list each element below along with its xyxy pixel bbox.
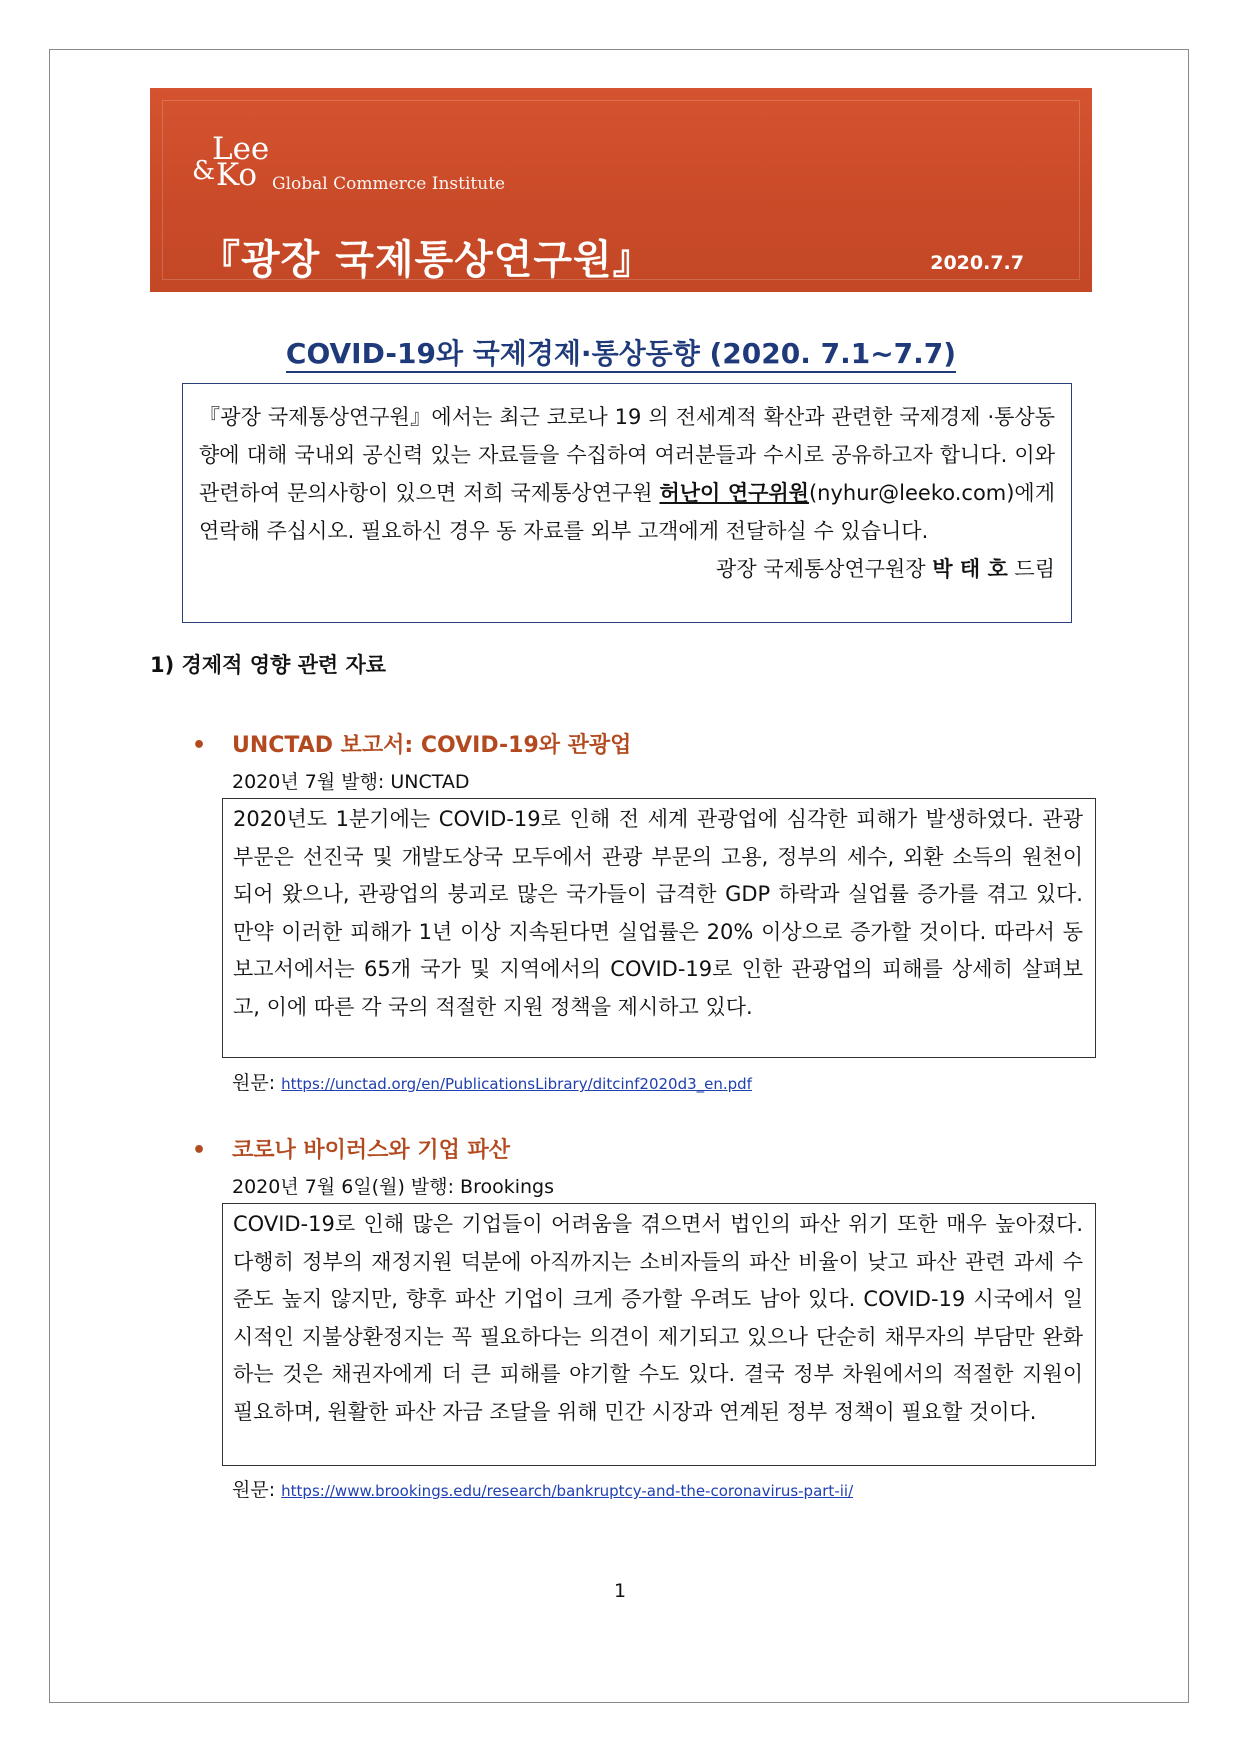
sign-prefix: 광장 국제통상연구원장 bbox=[716, 557, 933, 581]
item-title-unctad bbox=[192, 728, 631, 759]
logo-ampersand: & bbox=[192, 156, 216, 186]
document-title bbox=[150, 332, 1092, 372]
banner-title: 『광장 국제통상연구원』 bbox=[200, 237, 654, 283]
intro-text-after: (nyhur@leeko.com)에게 연락해 주십시오. 필요하신 경우 동 자료를 외부 고객에게 전달하실 수 있습니다. bbox=[199, 481, 1056, 543]
logo-subtitle: Global Commerce Institute bbox=[272, 174, 506, 194]
source-link[interactable]: https://unctad.org/en/PublicationsLibrary/ditcinf2020d3_en.pdf bbox=[281, 1075, 752, 1093]
intro-text-before: 『광장 국제통상연구원』에서는 최근 코로나 19 의 전세계적 확산과 관련한 국제경제 ·통상동향에 대해 국내외 공신력 있는 자료들을 수집하여 여러분들과 수시로 공유하고자 합니다. 이와 관련하여 문의사항이 있으면 저희 국제통상연구원 bbox=[199, 405, 1055, 505]
intro-box bbox=[182, 383, 1072, 623]
sign-name: 박 태 호 bbox=[932, 557, 1008, 581]
item-title-bankruptcy bbox=[192, 1133, 510, 1164]
source-label: 원문: bbox=[232, 1479, 282, 1501]
bullet-icon: • bbox=[192, 733, 207, 758]
item-title-text: 코로나 바이러스와 기업 파산 bbox=[232, 1138, 511, 1163]
sign-suffix: 드림 bbox=[1007, 557, 1055, 581]
document-title-text: COVID-19와 국제경제·통상동향 (2020. 7.1~7.7) bbox=[286, 337, 956, 373]
logo-lee: Lee bbox=[212, 131, 270, 167]
contact-name: 허난이 연구위원 bbox=[659, 481, 809, 505]
item-summary-box: COVID-19로 인해 많은 기업들이 어려움을 겪으면서 법인의 파산 위기 또한 매우 높아졌다. 다행히 정부의 재정지원 덕분에 아직까지는 소비자들의 파산 비율이 낮고 파산 관련 과세 수준도 높지 않지만, 향후 파산 기업이 크게 증가할 우려도 남아 있다. COVID-19 시국에서 일시적인 지불상환정지는 꼭 필요하다는 의견이 제기되고 있으나 단순히 채무자의 부담만 완화하는 것은 채권자에게 더 큰 피해를 야기할 수도 있다. 결국 정부 차원에서의 적절한 지원이 필요하며, 원활한 파산 자금 조달을 위해 민간 시장과 연계된 정부 정책이 필요할 것이다. bbox=[222, 1203, 1096, 1466]
page-number: 1 bbox=[613, 1580, 627, 1602]
source-label: 원문: bbox=[232, 1072, 282, 1094]
logo-ko: Ko bbox=[216, 157, 257, 193]
item-title-text: UNCTAD 보고서: COVID-19와 관광업 bbox=[232, 733, 632, 758]
header-banner bbox=[150, 88, 1092, 292]
item-source bbox=[232, 1475, 853, 1502]
section-heading: 1) 경제적 영향 관련 자료 bbox=[150, 653, 387, 677]
source-link[interactable]: https://www.brookings.edu/research/bankruptcy-and-the-coronavirus-part-ii/ bbox=[281, 1482, 854, 1500]
intro-signature bbox=[199, 550, 1055, 588]
item-source bbox=[232, 1068, 752, 1095]
item-meta: 2020년 7월 발행: UNCTAD bbox=[232, 771, 470, 793]
bullet-icon: • bbox=[192, 1138, 207, 1163]
item-summary-box: 2020년도 1분기에는 COVID-19로 인해 전 세계 관광업에 심각한 피해가 발생하였다. 관광 부문은 선진국 및 개발도상국 모두에서 관광 부문의 고용, 정부의 세수, 외환 소득의 원천이 되어 왔으나, 관광업의 붕괴로 많은 국가들이 급격한 GDP 하락과 실업률 증가를 겪고 있다. 만약 이러한 피해가 1년 이상 지속된다면 실업률은 20% 이상으로 증가할 것이다. 따라서 동 보고서에서는 65개 국가 및 지역에서의 COVID-19로 인한 관광업의 피해를 상세히 살펴보고, 이에 따른 각 국의 적절한 지원 정책을 제시하고 있다. bbox=[222, 798, 1096, 1058]
item-meta: 2020년 7월 6일(월) 발행: Brookings bbox=[232, 1176, 555, 1198]
intro-text bbox=[199, 398, 1055, 550]
banner-date: 2020.7.7 bbox=[930, 252, 1024, 274]
